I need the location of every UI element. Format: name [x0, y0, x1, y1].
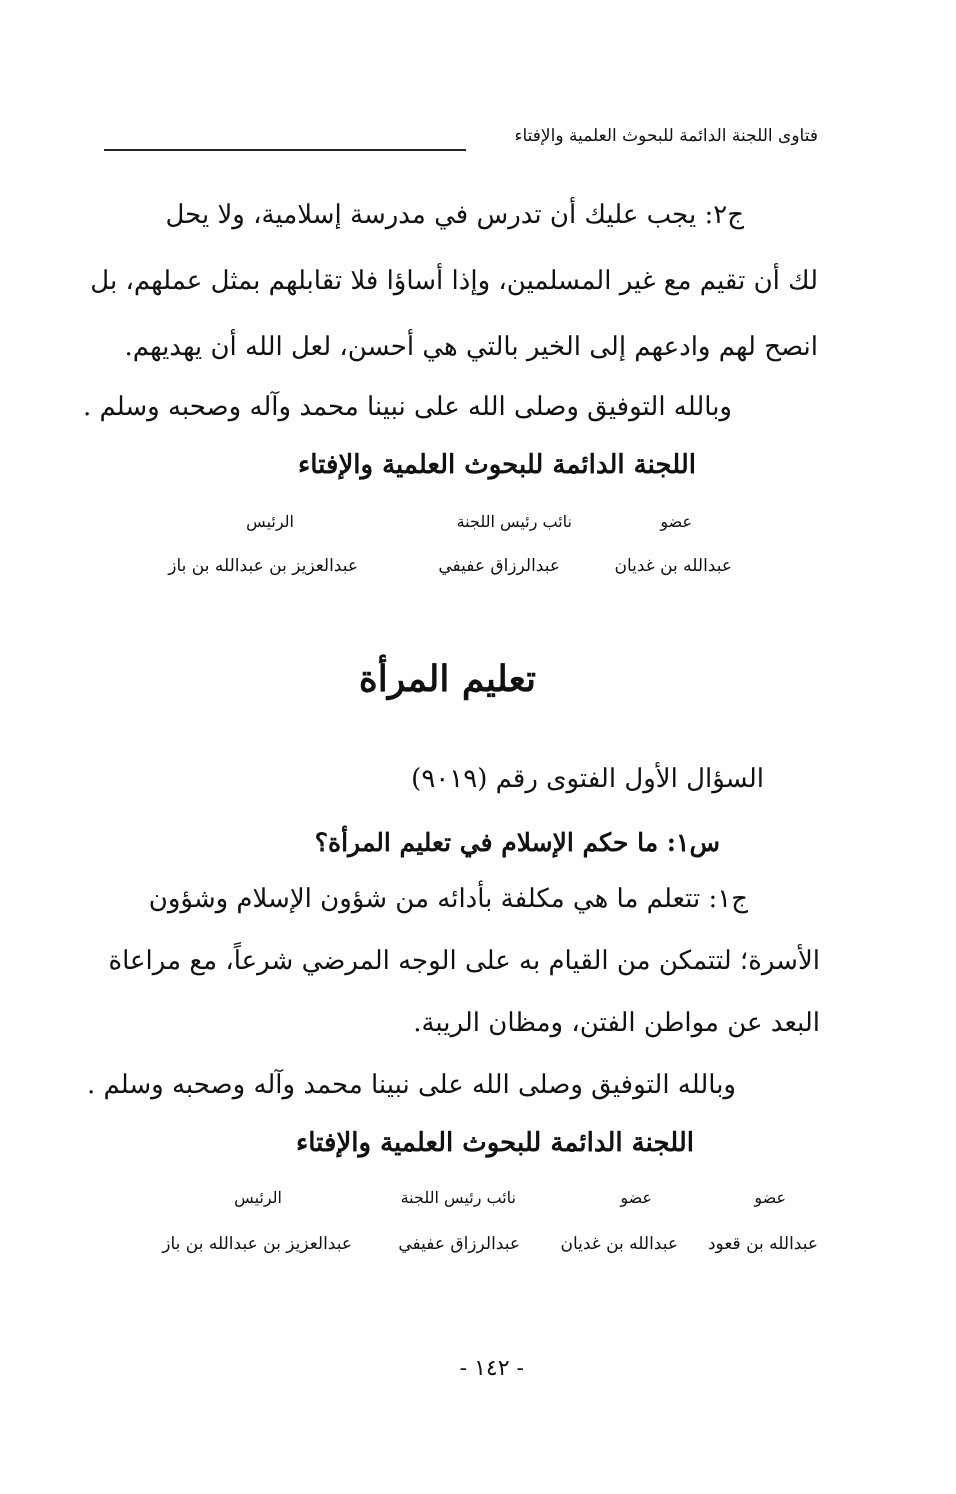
signatory-name: عبدالرزاق عفيفي	[438, 556, 560, 576]
signatory-name: عبدالعزيز بن عبدالله بن باز	[162, 1234, 352, 1254]
signatory-name: عبدالرزاق عفيفي	[398, 1234, 520, 1254]
question-label: السؤال الأول الفتوى رقم (٩٠١٩)	[411, 764, 764, 794]
section-title: تعليم المرأة	[358, 658, 536, 700]
signatory-role: الرئيس	[234, 1188, 282, 1207]
signatory-name: عبدالله بن قعود	[707, 1234, 818, 1254]
answer-line: ج١: تتعلم ما هي مكلفة بأدائه من شؤون الإسلام وشؤون	[148, 884, 748, 914]
signatory-role: نائب رئيس اللجنة	[456, 512, 572, 531]
running-header-title: فتاوى اللجنة الدائمة للبحوث العلمية والإفتاء	[514, 126, 818, 146]
signatory-role: عضو	[754, 1188, 786, 1207]
signatory-name: عبدالله بن غديان	[560, 1234, 678, 1254]
closing-formula: وبالله التوفيق وصلى الله على نبينا محمد وآله وصحبه وسلم .	[86, 1070, 736, 1100]
signatory-role: عضو	[660, 512, 692, 531]
answer-line: ج٢: يجب عليك أن تدرس في مدرسة إسلامية، ولا يحل	[165, 200, 744, 230]
signatory-name: عبدالعزيز بن عبدالله بن باز	[168, 556, 358, 576]
answer-line: البعد عن مواطن الفتن، ومظان الريبة.	[413, 1008, 820, 1038]
question-text: س١: ما حكم الإسلام في تعليم المرأة؟	[314, 828, 720, 857]
signatory-role: الرئيس	[246, 512, 294, 531]
signatory-name: عبدالله بن غديان	[614, 556, 732, 576]
answer-line: لك أن تقيم مع غير المسلمين، وإذا أساؤا فلا تقابلهم بمثل عملهم، بل	[90, 266, 818, 296]
answer-line: انصح لهم وادعهم إلى الخير بالتي هي أحسن، لعل الله أن يهديهم.	[124, 332, 818, 362]
committee-name: اللجنة الدائمة للبحوث العلمية والإفتاء	[298, 450, 696, 480]
answer-line: الأسرة؛ لتتمكن من القيام به على الوجه المرضي شرعاً، مع مراعاة	[108, 946, 820, 976]
signatory-role: نائب رئيس اللجنة	[400, 1188, 516, 1207]
signatory-role: عضو	[620, 1188, 652, 1207]
page-number: - ١٤٢ -	[459, 1356, 524, 1381]
committee-name: اللجنة الدائمة للبحوث العلمية والإفتاء	[296, 1128, 694, 1158]
header-rule	[104, 149, 466, 151]
closing-formula: وبالله التوفيق وصلى الله على نبينا محمد وآله وصحبه وسلم .	[82, 392, 732, 422]
